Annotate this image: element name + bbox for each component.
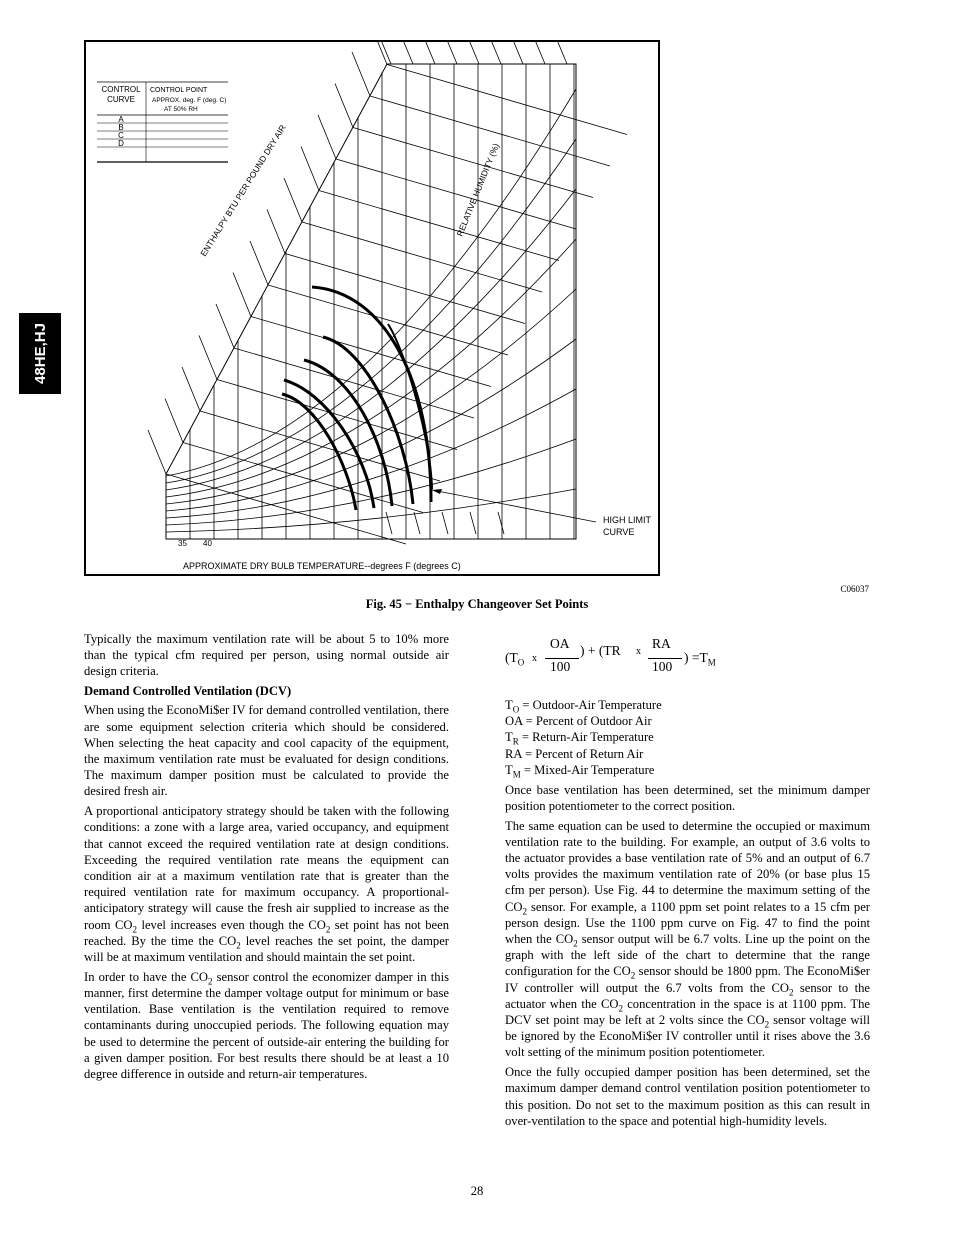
enthalpy-tick-line <box>216 304 234 348</box>
high-limit-label-line1: HIGH LIMIT <box>603 515 652 525</box>
top-tick-line <box>557 42 567 64</box>
chart-gridlines <box>148 42 627 544</box>
table-col2-line1: CONTROL POINT <box>150 87 208 94</box>
bottom-dash <box>414 512 420 534</box>
eq-x2: x <box>636 646 641 657</box>
eq-ra: RA <box>652 636 671 651</box>
table-row-d: D <box>118 139 124 148</box>
bottom-dash <box>442 512 448 534</box>
enthalpy-tick-line <box>335 84 353 128</box>
humidity-curve <box>166 189 576 490</box>
enthalpy-tick-line <box>267 210 285 254</box>
definition-tm: $T_M$ = Mixed-Air Temperature <box>505 762 655 780</box>
paragraph: Typically the maximum ventilation rate will be about 5 to 10% more than the typical cfm required per person, using normal outside air design criteria. <box>84 632 449 679</box>
paragraph: In order to have the $CO_2$ sensor control the economizer damper in this manner, first determine the damper voltage output for minimum or base ventilation. Base ventilation is the ventilation required to remove contaminants during unoccupied periods. The following equation may be used to determine the percent of outside-air entering the building for a given damper position. For best results there should be at least a 10 degree difference in outside and return-air temperatures. <box>84 969 449 1082</box>
eq-x1: x <box>532 653 537 664</box>
enthalpy-tick-line <box>199 336 217 380</box>
enthalpy-line <box>268 285 508 355</box>
figure-id: C06037 <box>840 584 869 594</box>
enthalpy-tick-line <box>352 52 370 96</box>
definition-tr: $T_R$ = Return-Air Temperature <box>505 730 654 747</box>
table-row-c: C <box>118 131 124 140</box>
table-col1-line1: CONTROL <box>101 85 141 94</box>
table-row-b: B <box>118 123 124 132</box>
leader-arrowhead <box>432 489 442 494</box>
paragraph: When using the EconoMi$er IV for demand controlled ventilation, there are some equipment selection criteria which should be considered. When selecting the heat capacity and cool capacity of the equipment, the maximum ventilation rate must be evaluated for design conditions. The maximum damper position must be calculated to provide the desired fresh air. <box>84 703 449 799</box>
enthalpy-tick-line <box>318 115 336 159</box>
eq-open: ($T_O$ <box>505 650 525 668</box>
high-limit-leader <box>432 490 596 522</box>
section-heading: Demand Controlled Ventilation (DCV) <box>84 684 292 699</box>
right-column <box>505 697 870 1133</box>
chart-envelope <box>166 64 576 539</box>
top-tick-line <box>469 42 479 64</box>
high-limit-label-line2: CURVE <box>603 527 635 537</box>
equation <box>505 636 765 686</box>
enthalpy-tick-line <box>165 399 183 443</box>
table-col2-line3: AT 50% RH <box>164 106 198 113</box>
definition-to: $T_O$ = Outdoor-Air Temperature <box>505 698 662 715</box>
enthalpy-tick-line <box>233 273 251 317</box>
x-tick-40: 40 <box>203 539 212 548</box>
page-number: 28 <box>470 1184 484 1198</box>
eq-hundred-2: 100 <box>652 659 673 674</box>
figure-caption: Fig. 45 − Enthalpy Changeover Set Points <box>365 597 589 611</box>
enthalpy-chart-figure <box>84 40 660 576</box>
enthalpy-tick-line <box>148 430 166 474</box>
eq-oa: OA <box>550 636 570 651</box>
top-tick-line <box>403 42 413 64</box>
control-table <box>97 82 228 162</box>
enthalpy-line <box>319 191 559 261</box>
top-tick-line <box>513 42 523 64</box>
definition-ra: RA = Percent of Return Air <box>505 746 644 761</box>
top-tick-line <box>535 42 545 64</box>
definition-oa: OA = Percent of Outdoor Air <box>505 714 652 729</box>
enthalpy-tick-line <box>301 147 319 191</box>
bottom-dash <box>470 512 476 534</box>
table-row-a: A <box>118 115 124 124</box>
eq-close-plus: ) + (TR <box>580 643 621 658</box>
enthalpy-tick-line <box>250 241 268 285</box>
top-tick-line <box>425 42 435 64</box>
enthalpy-line <box>336 159 576 229</box>
left-column <box>84 631 449 1086</box>
top-tick-line <box>491 42 501 64</box>
top-tick-line <box>447 42 457 64</box>
bottom-dash <box>498 512 504 534</box>
enthalpy-line <box>302 222 542 292</box>
x-tick-35: 35 <box>178 539 187 548</box>
eq-close-eq: ) $=T_M$ <box>684 650 716 668</box>
paragraph: A proportional anticipatory strategy should be taken with the following conditions: a zone with a large area, varied occupancy, and equipment that cannot exceed the required ventilation rate at design conditions. Exceeding the required ventilation rate means the equipment can condition air at a maximum ventilation rate that is greater than the required ventilation rate for maximum occupancy. A proportional-anticipatory strategy will cause the fresh air supplied to increase as the room $CO_2$ level increases even though the $CO_2$ set point has not been reached. By the time the $CO_2$ level reaches the set point, the damper will be at maximum ventilation and should maintain the set point. <box>84 804 450 965</box>
bottom-dash <box>386 512 392 534</box>
enthalpy-line <box>387 65 627 135</box>
x-axis-label: APPROXIMATE DRY BULB TEMPERATURE--degrees F (degrees C) <box>183 561 461 571</box>
high-limit-curve <box>388 324 432 489</box>
side-tab <box>19 313 61 394</box>
paragraph: The same equation can be used to determine the occupied or maximum ventilation rate to the building. For example, an output of 3.6 volts to the actuator provides a base ventilation rate of 5% and an output of 6.7 volts provides the maximum ventilation rate of 20% (or base plus 15 cfm per person). Use Fig. 44 to determine the maximum setting of the $CO_2$ sensor. For example, a 1100 ppm set point relates to a 15 cfm per person design. Use the 1100 ppm curve on Fig. 47 to find the point when the $CO_2$ sensor output will be 6.7 volts. Line up the point on the graph with the left side of the chart to determine that the range configuration for the $CO_2$ sensor should be 1800 ppm. The EconoMi$er IV controller will output the 6.7 volts from the $CO_2$ sensor to the actuator when the $CO_2$ concentration in the space is at 1100 ppm. The DCV set point may be left at 2 volts since the $CO_2$ sensor voltage will be ignored by the EconoMi$er IV controller until it rises above the 3.6 volt setting of the minimum position potentiometer. <box>505 818 870 1060</box>
psychrometric-chart <box>86 42 658 574</box>
humidity-curve <box>166 289 576 504</box>
eq-hundred-1: 100 <box>550 659 571 674</box>
enthalpy-tick-line <box>369 42 387 65</box>
table-col2-line2: APPROX. deg. F (deg. C) <box>152 97 227 104</box>
paragraph: Once the fully occupied damper position has been determined, set the maximum damper demand control ventilation position potentiometer to this position. Do not set to the maximum position as this can result in over-ventilation to the space and potential high-humidity levels. <box>505 1065 870 1128</box>
table-col1-line2: CURVE <box>107 95 135 104</box>
enthalpy-tick-line <box>182 367 200 411</box>
enthalpy-axis-label: ENTHALPY BTU PER POUND DRY AIR <box>198 122 288 259</box>
paragraph: Once base ventilation has been determined, set the minimum damper position potentiometer to the correct position. <box>505 782 870 813</box>
humidity-axis-label: RELATIVE HUMIDITY (%) <box>454 141 502 238</box>
side-tab-label: 48HE,HJ <box>31 323 49 384</box>
enthalpy-tick-line <box>284 178 302 222</box>
humidity-curve <box>166 239 576 497</box>
